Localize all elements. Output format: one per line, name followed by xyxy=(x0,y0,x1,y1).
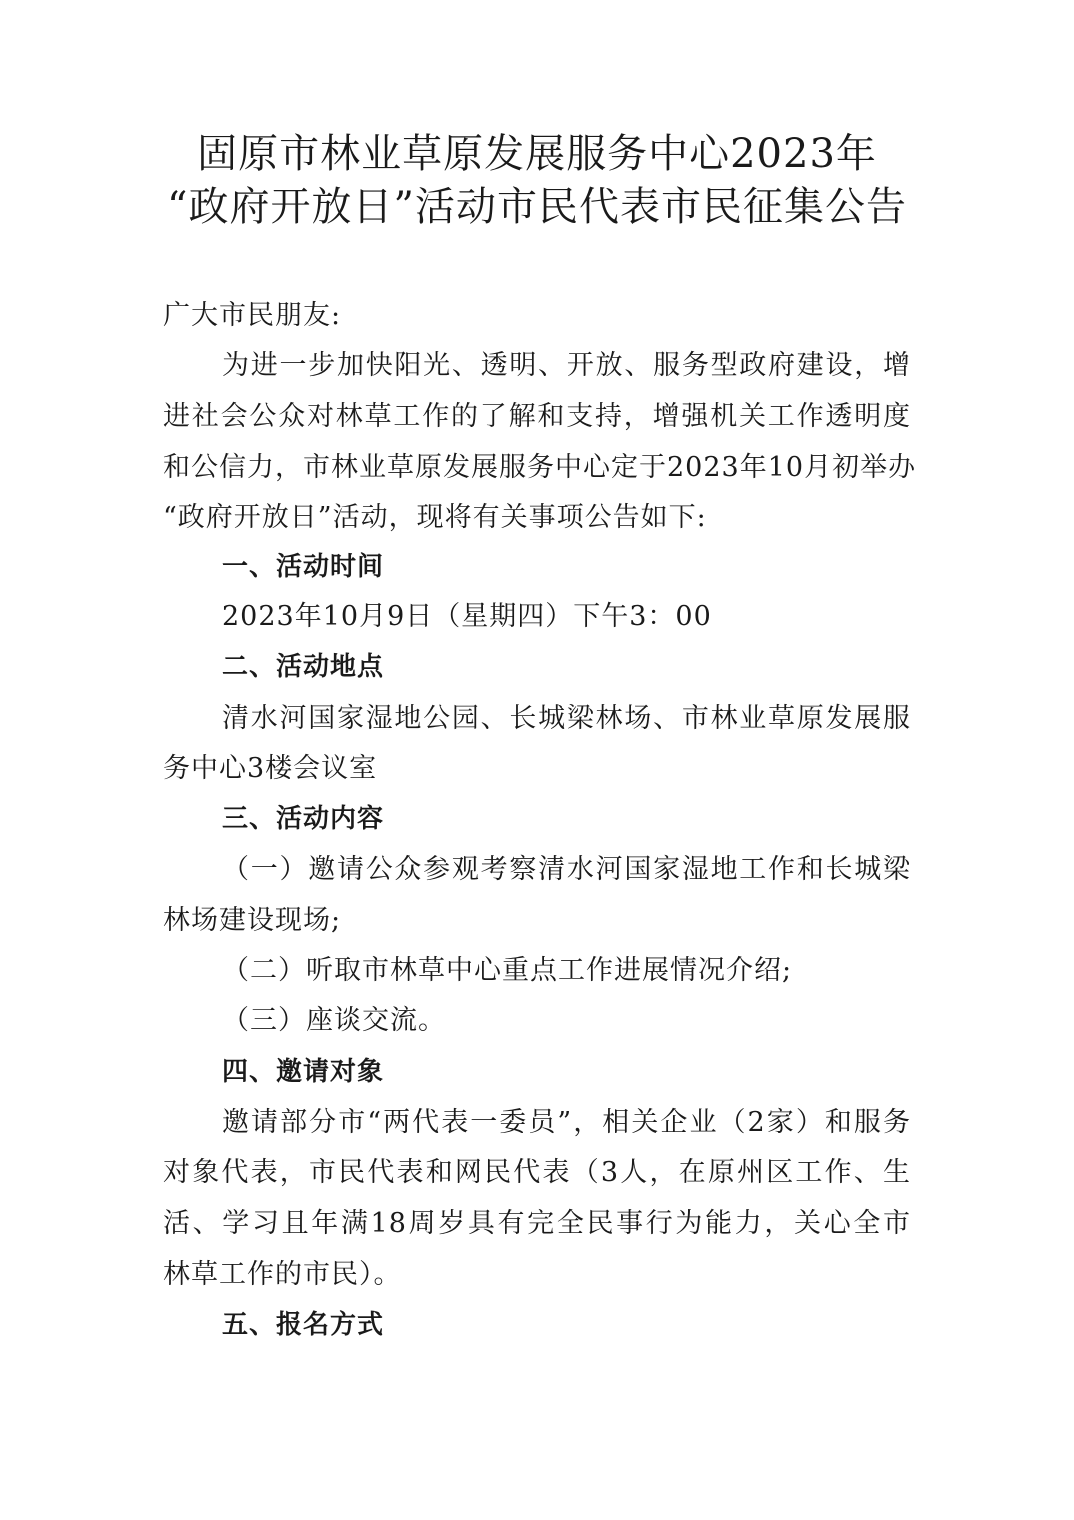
section-heading-registration: 五、报名方式 xyxy=(222,1310,385,1340)
intro-paragraph-line: 为进一步加快阳光、透明、开放、服务型政府建设，增 xyxy=(222,350,911,381)
content-item-3: （三）座谈交流。 xyxy=(222,1005,446,1036)
section-heading-location: 二、活动地点 xyxy=(222,652,385,682)
content-item-1-line: 林场建设现场; xyxy=(163,905,342,936)
document-title-line-2: “政府开放日”活动市民代表市民征集公告 xyxy=(167,184,907,230)
invitees-paragraph-line: 林草工作的市民）。 xyxy=(163,1259,402,1290)
activity-time-text: 2023年10月9日（星期四）下午3：00 xyxy=(222,601,712,632)
activity-location-line: 清水河国家湿地公园、长城梁林场、市林业草原发展服 xyxy=(222,703,911,734)
intro-paragraph-line: 进社会公众对林草工作的了解和支持，增强机关工作透明度 xyxy=(163,401,911,432)
content-item-1-line: （一）邀请公众参观考察清水河国家湿地工作和长城梁 xyxy=(222,854,911,885)
salutation: 广大市民朋友: xyxy=(163,300,342,331)
section-heading-time: 一、活动时间 xyxy=(222,552,385,582)
invitees-paragraph-line: 对象代表，市民代表和网民代表（3人，在原州区工作、生 xyxy=(163,1157,911,1188)
section-heading-content: 三、活动内容 xyxy=(222,804,385,834)
activity-location-line: 务中心3楼会议室 xyxy=(163,753,378,784)
intro-paragraph-line: “政府开放日”活动，现将有关事项公告如下: xyxy=(163,502,707,533)
intro-paragraph-line: 和公信力，市林业草原发展服务中心定于2023年10月初举办 xyxy=(163,452,917,483)
invitees-paragraph-line: 活、学习且年满18周岁具有完全民事行为能力，关心全市 xyxy=(163,1208,911,1239)
content-item-2: （二）听取市林草中心重点工作进展情况介绍; xyxy=(222,955,793,986)
invitees-paragraph-line: 邀请部分市“两代表一委员”，相关企业（2家）和服务 xyxy=(222,1107,911,1138)
section-heading-invitees: 四、邀请对象 xyxy=(222,1057,385,1087)
document-title-line-1: 固原市林业草原发展服务中心2023年 xyxy=(197,131,877,177)
